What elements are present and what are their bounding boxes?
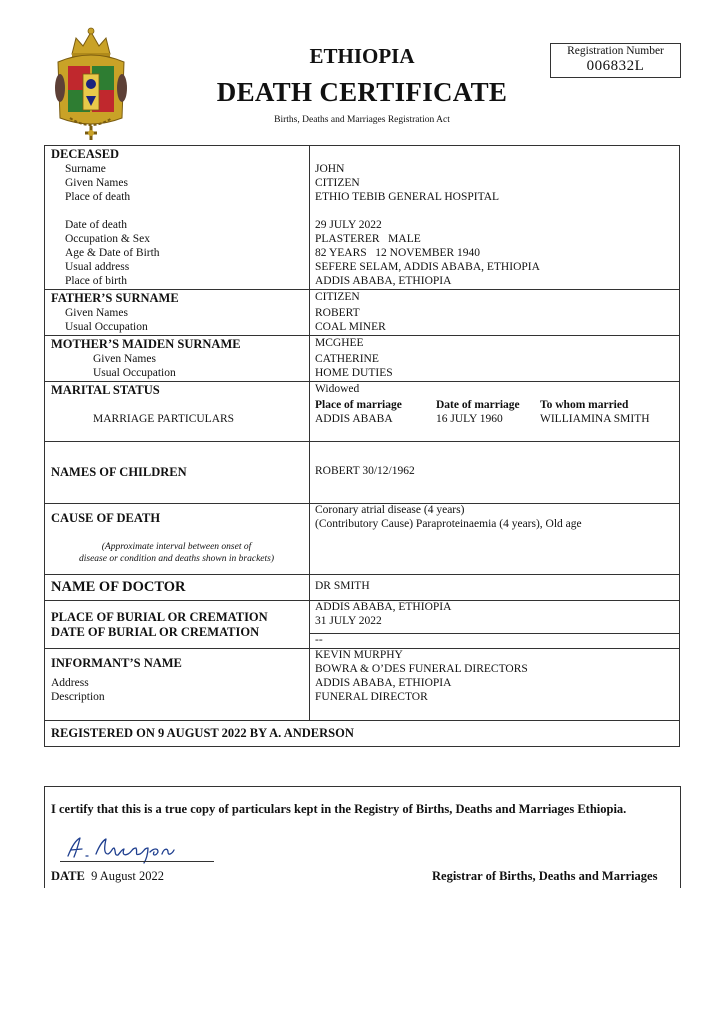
informant-description-label: Description — [51, 691, 105, 703]
age-dob-value: 82 YEARS 12 NOVEMBER 1940 — [315, 247, 481, 259]
date-of-death-label: Date of death — [65, 219, 127, 231]
informant-address-label: Address — [51, 677, 89, 689]
row-divider — [44, 381, 680, 382]
marital-status-value: Widowed — [315, 383, 360, 395]
row-divider — [44, 720, 680, 721]
country-heading: ETHIOPIA — [309, 44, 415, 68]
usual-address-value: SEFERE SELAM, ADDIS ABABA, ETHIOPIA — [315, 261, 540, 273]
mother-given-names-value: CATHERINE — [315, 353, 379, 365]
burial-date-value: 31 JULY 2022 — [315, 615, 382, 627]
doctor-heading: NAME OF DOCTOR — [51, 579, 186, 595]
occupation-sex-value: PLASTERER MALE — [315, 233, 421, 245]
mother-occupation-value: HOME DUTIES — [315, 367, 393, 379]
row-divider — [44, 335, 680, 336]
father-occupation-value: COAL MINER — [315, 321, 386, 333]
row-divider — [44, 574, 680, 575]
informant-description-value: FUNERAL DIRECTOR — [315, 691, 428, 703]
burial-date-heading: DATE OF BURIAL OR CREMATION — [51, 625, 260, 639]
mother-occupation-label: Usual Occupation — [93, 367, 176, 379]
usual-address-label: Usual address — [65, 261, 130, 273]
date-of-death-value: 29 JULY 2022 — [315, 219, 382, 231]
place-of-birth-label: Place of birth — [65, 275, 127, 287]
to-whom-married-value: WILLIAMINA SMITH — [540, 413, 650, 425]
registration-number: 006832L — [586, 58, 645, 74]
age-dob-label: Age & Date of Birth — [65, 247, 160, 259]
burial-place-heading: PLACE OF BURIAL OR CREMATION — [51, 610, 268, 624]
mother-given-names-label: Given Names — [93, 353, 156, 365]
doctor-value: DR SMITH — [315, 580, 370, 592]
cause-note — [44, 541, 309, 565]
marital-status-heading: MARITAL STATUS — [51, 383, 160, 397]
informant-heading: INFORMANT’S NAME — [51, 656, 182, 670]
certification-date — [51, 869, 164, 884]
father-surname-value: CITIZEN — [315, 291, 360, 303]
burial-extra-value: -- — [315, 634, 323, 646]
registrar-title: Registrar of Births, Deaths and Marriages — [432, 869, 658, 883]
burial-place-value: ADDIS ABABA, ETHIOPIA — [315, 601, 452, 613]
date-label: DATE — [51, 869, 85, 883]
deceased-heading: DECEASED — [51, 147, 120, 161]
father-given-names-label: Given Names — [65, 307, 128, 319]
registration-number-box — [550, 43, 681, 78]
date-of-marriage-value: 16 JULY 1960 — [436, 413, 503, 425]
occupation-sex-label: Occupation & Sex — [65, 233, 150, 245]
father-given-names-value: ROBERT — [315, 307, 360, 319]
father-occupation-label: Usual Occupation — [65, 321, 148, 333]
place-of-marriage-header: Place of marriage — [315, 399, 402, 411]
registration-number-label: Registration Number — [567, 45, 664, 57]
row-divider — [309, 633, 680, 634]
given-names-value: CITIZEN — [315, 177, 360, 189]
children-value: ROBERT 30/12/1962 — [315, 465, 415, 477]
cause-of-death-heading: CAUSE OF DEATH — [51, 511, 161, 525]
marriage-particulars-label: MARRIAGE PARTICULARS — [93, 413, 235, 425]
date-of-marriage-header: Date of marriage — [436, 399, 520, 411]
cause-line1: Coronary atrial disease (4 years) — [315, 504, 465, 516]
mother-surname-value: MCGHEE — [315, 337, 364, 349]
informant-address-value: ADDIS ABABA, ETHIOPIA — [315, 677, 452, 689]
place-of-death-label: Place of death — [65, 191, 131, 203]
children-heading: NAMES OF CHILDREN — [51, 465, 187, 479]
document-title: DEATH CERTIFICATE — [216, 77, 508, 107]
place-of-death-value: ETHIO TEBIB GENERAL HOSPITAL — [315, 191, 500, 203]
certification-statement: I certify that this is a true copy of particulars kept in the Registry of Births, Deaths and Marriages Ethiopia. — [51, 802, 627, 816]
row-divider — [44, 441, 680, 442]
mother-heading: MOTHER’S MAIDEN SURNAME — [51, 337, 241, 351]
surname-label: Surname — [65, 163, 106, 175]
place-of-birth-value: ADDIS ABABA, ETHIOPIA — [315, 275, 452, 287]
informant-org-value: BOWRA & O’DES FUNERAL DIRECTORS — [315, 663, 528, 675]
cause-line2: (Contributory Cause) Paraproteinaemia (4 years), Old age — [315, 518, 582, 530]
signature-line — [60, 861, 214, 862]
place-of-marriage-value: ADDIS ABABA — [315, 413, 393, 425]
row-divider — [44, 289, 680, 290]
cause-note-line1: (Approximate interval between onset of — [101, 542, 252, 552]
father-heading: FATHER’S SURNAME — [51, 291, 179, 305]
given-names-label: Given Names — [65, 177, 128, 189]
cause-note-line2: disease or condition and deaths shown in brackets) — [79, 554, 274, 564]
to-whom-married-header: To whom married — [540, 399, 629, 411]
registrar-signature — [62, 830, 212, 864]
surname-value: JOHN — [315, 163, 345, 175]
registered-line: REGISTERED ON 9 AUGUST 2022 BY A. ANDERSON — [51, 726, 354, 740]
date-value: 9 August 2022 — [91, 869, 164, 883]
act-subtitle: Births, Deaths and Marriages Registration Act — [274, 115, 450, 125]
informant-name-value: KEVIN MURPHY — [315, 649, 403, 661]
